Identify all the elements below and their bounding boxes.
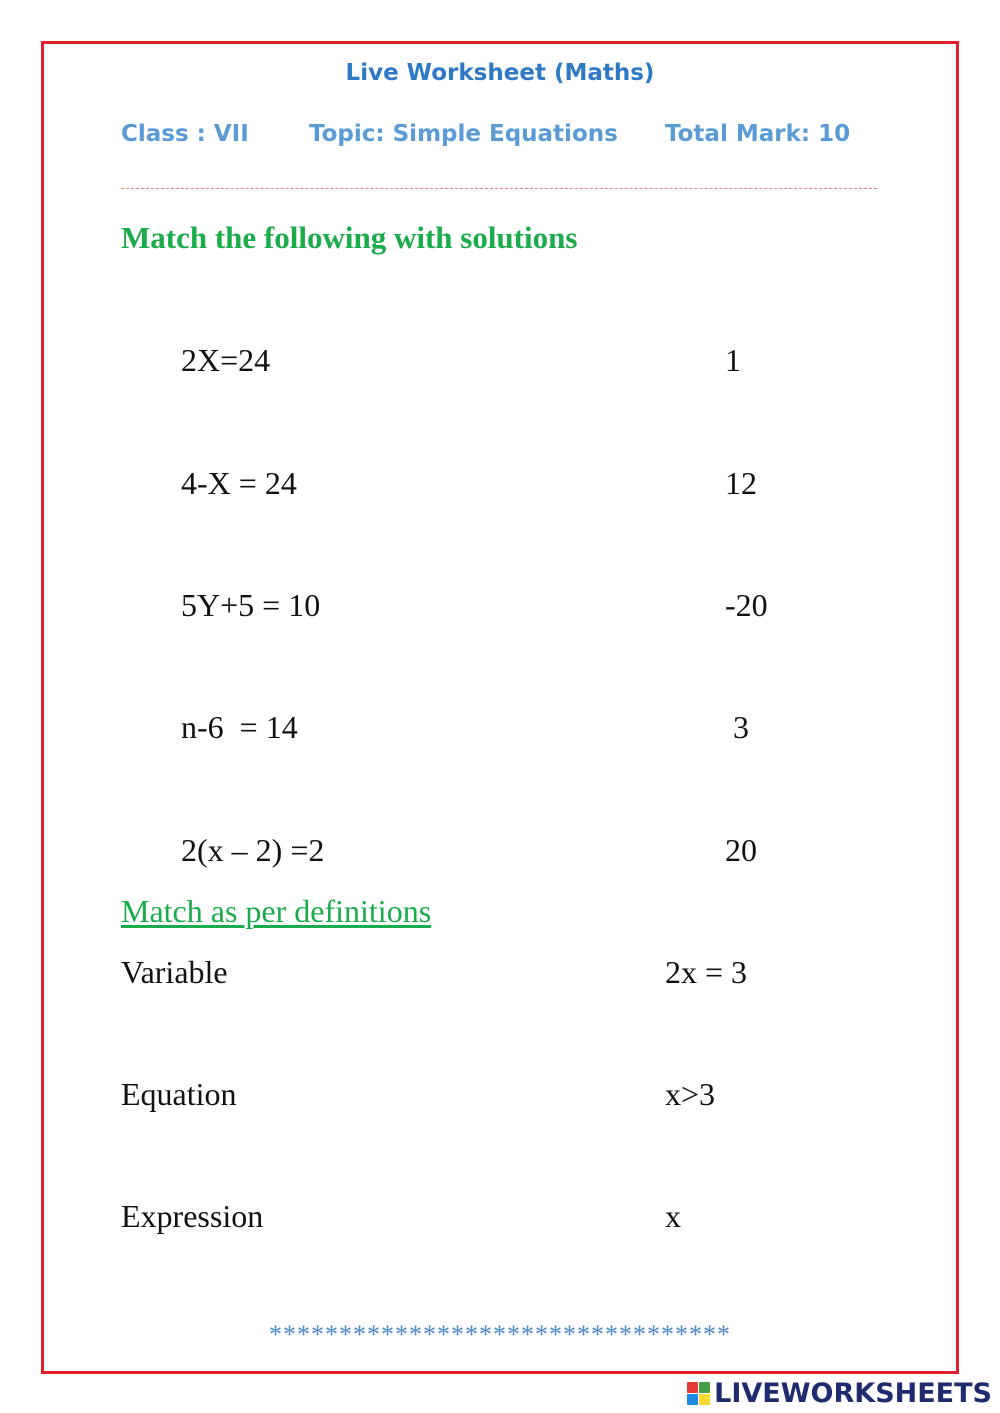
logo-square	[699, 1394, 710, 1405]
equation-item: n-6 = 14	[181, 709, 298, 745]
answer-item: -20	[725, 587, 768, 623]
section-definitions-title: Match as per definitions	[121, 893, 432, 929]
logo-square	[699, 1382, 710, 1393]
class-label: Class : VII	[121, 121, 249, 147]
logo-square	[687, 1382, 698, 1393]
definition-item: x>3	[665, 1076, 716, 1112]
definition-item: x	[665, 1198, 681, 1234]
topic-label: Topic: Simple Equations	[309, 121, 618, 147]
answer-item: 3	[725, 709, 749, 745]
definition-item: 2x = 3	[665, 954, 748, 990]
footer-stars: *********************************	[269, 1320, 731, 1349]
term-item: Variable	[121, 954, 228, 990]
answer-item: 12	[725, 465, 757, 501]
answer-item: 1	[725, 342, 741, 378]
worksheet-title: Live Worksheet (Maths)	[345, 60, 655, 86]
liveworksheets-logo-icon	[687, 1382, 710, 1405]
equation-item: 4-X = 24	[181, 465, 297, 501]
equation-item: 5Y+5 = 10	[181, 587, 321, 623]
brand-logo	[687, 1376, 992, 1410]
term-item: Equation	[121, 1076, 237, 1112]
logo-square	[687, 1394, 698, 1405]
equation-item: 2(x – 2) =2	[181, 832, 325, 868]
brand-name: LIVEWORKSHEETS	[714, 1377, 992, 1409]
total-mark-label: Total Mark: 10	[665, 121, 851, 147]
section-match-solutions-title: Match the following with solutions	[121, 220, 578, 255]
term-item: Expression	[121, 1198, 264, 1234]
equation-item: 2X=24	[181, 342, 271, 378]
header-divider	[121, 188, 877, 189]
answer-item: 20	[725, 832, 757, 868]
